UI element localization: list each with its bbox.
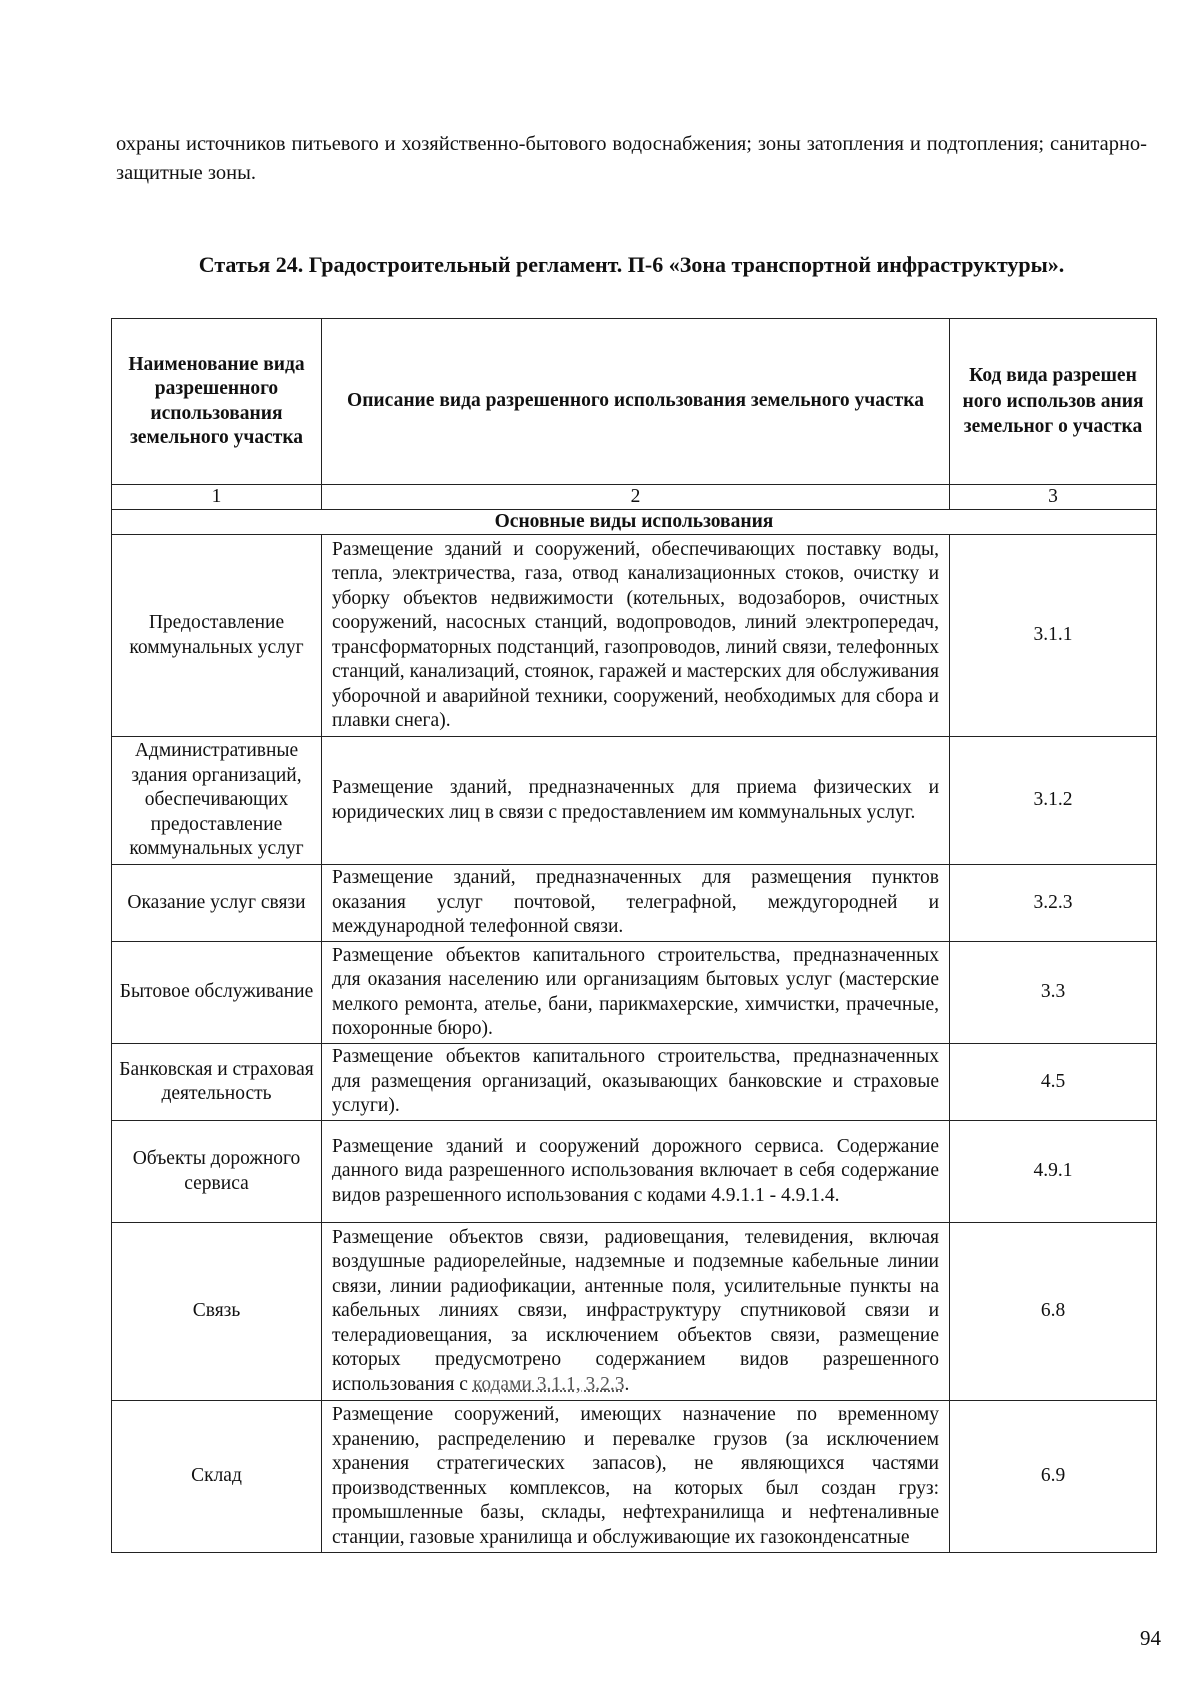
use-name: Предоставление коммунальных услуг [112,535,322,737]
use-code: 4.5 [950,1044,1157,1121]
table-row [112,737,1157,865]
codes-link[interactable]: кодами 3.1.1, 3.2.3 [472,1373,625,1395]
regulation-table [111,318,1157,1553]
use-code: 6.9 [950,1401,1157,1553]
description-text: Размещение объектов связи, радиовещания, телевидения, включая воздушные радиорелейные, надземные и подземные кабельные линии связи, линии радиофикации, антенные поля, усилительные пункты на кабельных линиях связи, инфраструктуру спутниковой связи и телерадиовещания, за исключением объектов связи, размещение которых предусмотрено содержанием видов разрешенного использования с [332,1226,939,1395]
use-description: Размещение объектов капитального строительства, предназначенных для размещения организаций, оказывающих банковские и страховые услуги). [322,1044,950,1121]
use-description [322,1223,950,1401]
description-end: . [624,1373,630,1395]
table-row [112,1401,1157,1553]
table-row [112,1121,1157,1223]
use-name: Административные здания организаций, обеспечивающих предоставление коммунальных услуг [112,737,322,865]
use-name: Связь [112,1223,322,1401]
use-code: 3.3 [950,942,1157,1044]
use-code: 3.1.1 [950,535,1157,737]
use-description: Размещение зданий и сооружений, обеспечивающих поставку воды, тепла, электричества, газа, отвод канализационных стоков, очистку и уборку объектов недвижимости (котельных, водозаборов, очистных сооружений, насосных станций, водопроводов, линий электропередач, трансформаторных подстанций, газопроводов, линий связи, телефонных станций, канализаций, стоянок, гаражей и мастерских для обслуживания уборочной и аварийной техники, сооружений, необходимых для сбора и плавки снега). [322,535,950,737]
header-code: Код вида разрешен ного использов ания земельног о участка [950,319,1157,485]
table-row [112,865,1157,942]
table-header-row [112,319,1157,485]
intro-paragraph: охраны источников питьевого и хозяйственно-бытового водоснабжения; зоны затопления и подтопления; санитарно-защитные зоны. [116,133,1147,184]
section-row [112,510,1157,535]
section-title: Основные виды использования [112,510,1157,535]
use-description: Размещение объектов капитального строительства, предназначенных для оказания населению или организациям бытовых услуг (мастерские мелкого ремонта, ателье, бани, парикмахерские, химчистки, прачечные, похоронные бюро). [322,942,950,1044]
page-number: 94 [1140,1626,1161,1650]
table-row [112,535,1157,737]
use-description: Размещение сооружений, имеющих назначение по временному хранению, распределению и перевалке грузов (за исключением хранения стратегических запасов), не являющихся частями производственных комплексов, на которых был создан груз: промышленные базы, склады, нефтехранилища и нефтеналивные станции, газовые хранилища и обслуживающие их газоконденсатные [322,1401,950,1553]
use-code: 3.1.2 [950,737,1157,865]
header-description: Описание вида разрешенного использования земельного участка [322,319,950,485]
use-code: 6.8 [950,1223,1157,1401]
table-row [112,942,1157,1044]
use-name: Склад [112,1401,322,1553]
use-code: 4.9.1 [950,1121,1157,1223]
use-name: Бытовое обслуживание [112,942,322,1044]
use-description: Размещение зданий, предназначенных для размещения пунктов оказания услуг почтовой, телеграфной, междугородней и международной телефонной связи. [322,865,950,942]
use-description: Размещение зданий, предназначенных для приема физических и юридических лиц в связи с предоставлением им коммунальных услуг. [322,737,950,865]
use-name: Оказание услуг связи [112,865,322,942]
use-description: Размещение зданий и сооружений дорожного сервиса. Содержание данного вида разрешенного использования включает в себя содержание видов разрешенного использования с кодами 4.9.1.1 - 4.9.1.4. [322,1121,950,1223]
column-number-row [112,485,1157,510]
use-code: 3.2.3 [950,865,1157,942]
column-number: 2 [322,485,950,510]
use-name: Объекты дорожного сервиса [112,1121,322,1223]
article-heading: Статья 24. Градостроительный регламент. П-6 «Зона транспортной инфраструктуры». [198,252,1065,277]
table-row [112,1223,1157,1401]
column-number: 3 [950,485,1157,510]
use-name: Банковская и страховая деятельность [112,1044,322,1121]
column-number: 1 [112,485,322,510]
table-row [112,1044,1157,1121]
header-name: Наименование вида разрешенного использования земельного участка [112,319,322,485]
